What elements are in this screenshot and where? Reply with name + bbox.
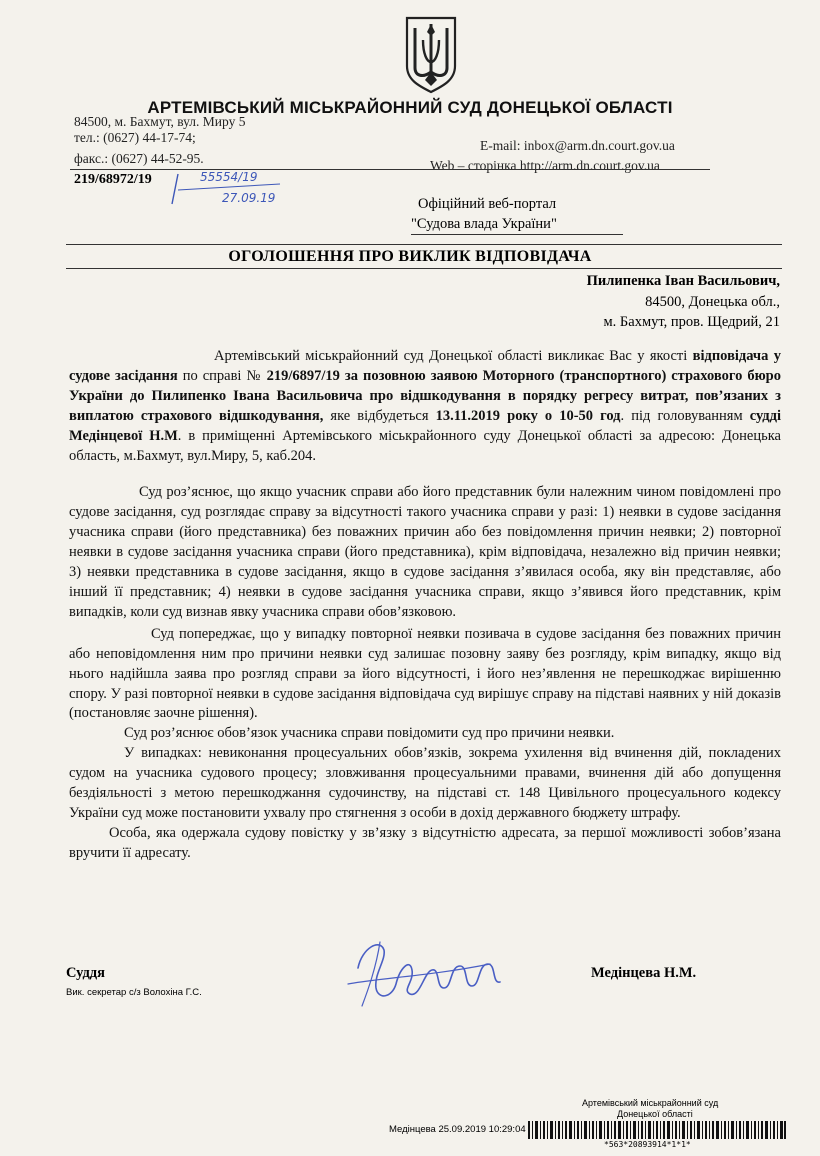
paragraph-duty: Суд роз’яснює обов’язок учасника справи повідомити суд про причини неявки. — [124, 725, 615, 742]
court-name: АРТЕМІВСЬКИЙ МІСЬКРАЙОННИЙ СУД ДОНЕЦЬКОЇ ОБЛАСТІ — [147, 98, 673, 117]
addressee-street: м. Бахмут, пров. Щедрий, 21 — [603, 314, 780, 330]
case-reg-number: 219/68972/19 — [74, 172, 152, 187]
court-fax: факс.: (0627) 44-52-95. — [74, 151, 204, 166]
paragraph-summons: Артемівський міськрайонний суд Донецької області викликає Вас у якості відповідача у судове засідання по справі № 219/6897/19 за позовною заявою Моторного (транспортного) страхового бюро України до Пилипенко Івана Васильовича про відшкодування в порядку регресу витрат, пов’язаних з виплатою страхового відшкодування, яке відбудеться 13.11.2019 року о 10-50 год. під головуванням судді Медінцевої Н.М. в приміщенні Артемівського міськрайонного суду Донецької області за адресою: Донецька область, м.Бахмут, вул.Миру, 5, каб.204. — [69, 348, 781, 464]
coat-of-arms-icon — [401, 14, 461, 94]
court-website: Web – сторінка http://arm.dn.court.gov.ua — [430, 158, 660, 173]
paragraph-penalty: У випадках: невиконання процесуальних обов’язків, зокрема ухилення від вчинення дій, покладених судом на учасника судового процесу; зловживання процесуальними правами, вчинення дій або допущення бездіяльності з метою перешкоджання судочинству, на підставі ст. 148 Цивільного процесуального кодексу України суд може постановити ухвалу про стягнення з особи в дохід державного бюджету штрафу. — [69, 745, 781, 821]
portal-line1: Офіційний веб-портал — [418, 196, 557, 212]
portal-line2: "Судова влада України" — [411, 216, 557, 232]
title-bottom-rule — [66, 268, 782, 269]
barcode-number: *563*20893914*1*1* — [604, 1140, 691, 1149]
judge-name: Медінцева Н.М. — [591, 965, 697, 981]
notice-body — [69, 347, 781, 864]
paragraph-absence-rules: Суд роз’яснює, що якщо учасник справи або його представник були належним чином повідомлені про судове засідання, суд розглядає справу за відсутності такого учасника справи у разі: 1) неявки в судове засідання учасника справи (його представника) без поважних причин або без повідомлення причин неявки; 2) повторної неявки в судове засідання учасника справи (його представника), крім відповідача, незалежно від причин неявки; 3) неявки представника в судове засідання, якщо в судове засідання з’явилася особа, яку він представляє, або інший її представник; 4) неявки в судове засідання учасника справи, якщо з’явився його представник, крім випадків, коли суд визнав явку учасника справи обов’язковою. — [69, 484, 781, 620]
handwritten-incoming-number: 55554/19 — [200, 170, 258, 184]
stamp-court-name: Артемівський міськрайонний суд — [582, 1098, 719, 1108]
addressee-name: Пилипенка Іван Васильович, — [586, 273, 780, 289]
secretary-line: Вик. секретар с/з Волохіна Г.С. — [66, 987, 202, 998]
court-phone: тел.: (0627) 44-17-74; — [74, 130, 196, 145]
handwritten-date: 27.09.19 — [222, 191, 276, 205]
header-divider — [70, 169, 710, 170]
addressee-region: 84500, Донецька обл., — [645, 294, 780, 310]
handwritten-signature — [340, 928, 520, 1010]
court-email: E-mail: inbox@arm.dn.court.gov.ua — [480, 138, 675, 153]
paragraph-delivery: Особа, яка одержала судову повістку у зв’язку з відсутністю адресата, за першої можливості зобов’язана вручити її адресату. — [69, 824, 781, 861]
title-top-rule — [66, 244, 782, 245]
court-address: 84500, м. Бахмут, вул. Миру 5 — [74, 114, 246, 129]
paragraph-warning: Суд попереджає, що у випадку повторної неявки позивача в судове засідання без поважних причин або неповідомлення ним про причини неявки суд залишає позовну заяву без розгляду, крім випадку, якщо від нього надійшла заява про розгляд справи за його відсутності, і його нез’явлення не перешкоджає вирішенню спору. У разі повторної неявки в судове засідання відповідача суд вирішує справу на підставі наявних у ній доказів (постановляє заочне рішення). — [69, 625, 781, 722]
signature-role: Суддя — [66, 965, 105, 981]
notice-title: ОГОЛОШЕННЯ ПРО ВИКЛИК ВІДПОВІДАЧА — [228, 248, 592, 265]
stamp-region: Донецької області — [617, 1109, 693, 1119]
barcode — [528, 1121, 786, 1139]
portal-underline — [411, 234, 623, 235]
electronic-signature-stamp: Медінцева 25.09.2019 10:29:04 — [389, 1124, 526, 1135]
